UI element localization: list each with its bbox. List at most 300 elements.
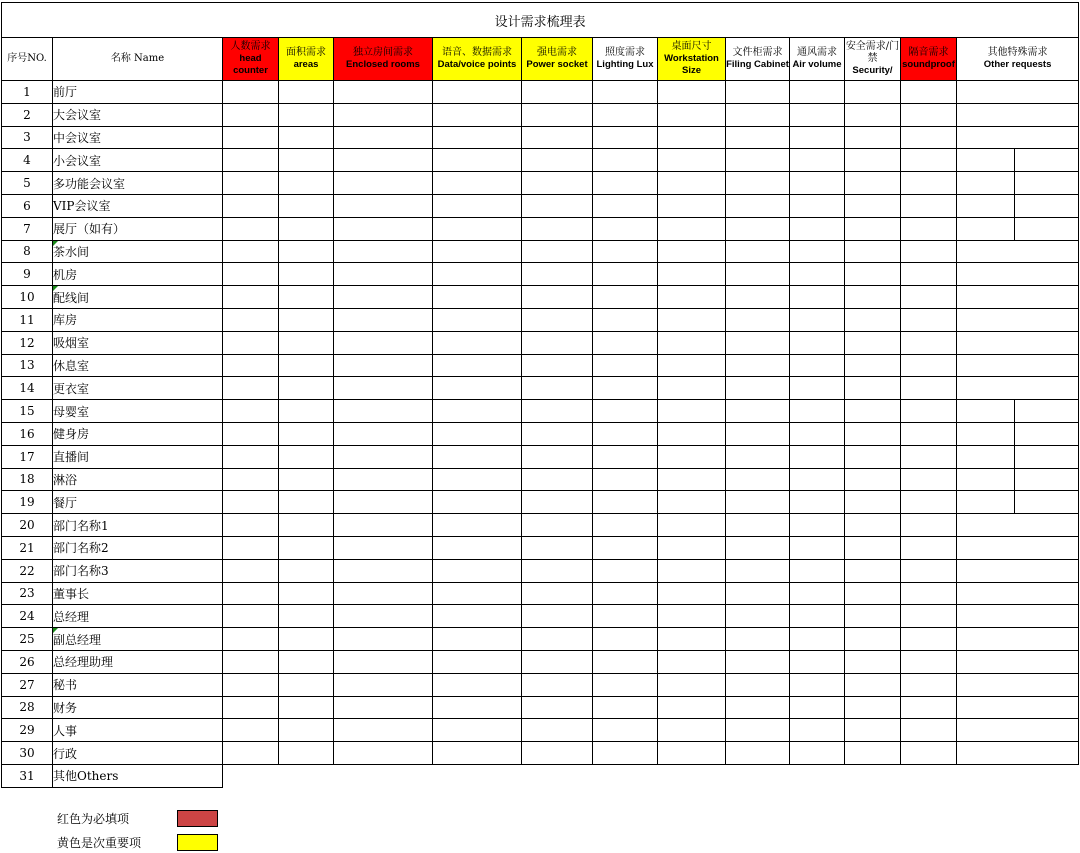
input-cell[interactable] [522, 536, 593, 559]
input-cell[interactable] [433, 582, 522, 605]
input-cell[interactable] [658, 194, 726, 217]
input-cell[interactable] [790, 673, 845, 696]
input-cell[interactable] [790, 331, 845, 354]
input-cell[interactable] [957, 240, 1079, 263]
input-cell[interactable] [957, 514, 1079, 537]
input-cell[interactable] [957, 172, 1079, 195]
input-cell[interactable] [279, 172, 334, 195]
input-cell[interactable] [334, 81, 433, 104]
input-cell[interactable] [334, 650, 433, 673]
input-cell[interactable] [334, 514, 433, 537]
input-cell[interactable] [334, 172, 433, 195]
input-cell[interactable] [593, 377, 658, 400]
input-cell[interactable] [593, 240, 658, 263]
input-cell[interactable] [223, 605, 279, 628]
input-cell[interactable] [334, 126, 433, 149]
input-cell[interactable] [790, 491, 845, 514]
input-cell[interactable] [658, 149, 726, 172]
input-cell[interactable] [790, 149, 845, 172]
input-cell[interactable] [279, 628, 334, 651]
input-cell[interactable] [522, 149, 593, 172]
input-cell[interactable] [901, 582, 957, 605]
input-cell[interactable] [901, 514, 957, 537]
row-name[interactable] [53, 400, 223, 423]
input-cell[interactable] [790, 536, 845, 559]
input-cell[interactable] [790, 650, 845, 673]
input-cell[interactable] [726, 308, 790, 331]
input-cell[interactable] [726, 582, 790, 605]
row-name[interactable] [53, 308, 223, 331]
input-cell[interactable] [334, 536, 433, 559]
input-cell[interactable] [279, 400, 334, 423]
input-cell[interactable] [957, 354, 1079, 377]
row-name[interactable] [53, 172, 223, 195]
row-name[interactable] [53, 354, 223, 377]
input-cell[interactable] [433, 240, 522, 263]
input-cell[interactable] [593, 650, 658, 673]
input-cell[interactable] [901, 81, 957, 104]
input-cell[interactable] [845, 377, 901, 400]
input-cell[interactable] [279, 673, 334, 696]
input-cell[interactable] [522, 696, 593, 719]
input-cell[interactable] [845, 673, 901, 696]
input-cell[interactable] [593, 673, 658, 696]
input-cell[interactable] [279, 81, 334, 104]
input-cell[interactable] [658, 628, 726, 651]
row-name[interactable] [53, 377, 223, 400]
input-cell[interactable] [658, 719, 726, 742]
input-cell[interactable] [334, 240, 433, 263]
input-cell[interactable] [726, 628, 790, 651]
row-name[interactable] [53, 103, 223, 126]
input-cell[interactable] [334, 445, 433, 468]
input-cell[interactable] [845, 582, 901, 605]
input-cell[interactable] [522, 217, 593, 240]
input-cell[interactable] [790, 194, 845, 217]
input-cell[interactable] [726, 194, 790, 217]
input-cell[interactable] [845, 81, 901, 104]
input-cell[interactable] [901, 377, 957, 400]
input-cell[interactable] [279, 719, 334, 742]
input-cell[interactable] [726, 263, 790, 286]
input-cell[interactable] [658, 81, 726, 104]
row-name[interactable] [53, 81, 223, 104]
input-cell[interactable] [522, 81, 593, 104]
input-cell[interactable] [593, 400, 658, 423]
input-cell[interactable] [726, 149, 790, 172]
input-cell[interactable] [901, 696, 957, 719]
input-cell[interactable] [334, 103, 433, 126]
input-cell[interactable] [279, 194, 334, 217]
input-cell[interactable] [790, 126, 845, 149]
input-cell[interactable] [334, 628, 433, 651]
input-cell[interactable] [658, 263, 726, 286]
input-cell[interactable] [522, 354, 593, 377]
input-cell[interactable] [726, 719, 790, 742]
input-cell[interactable] [726, 422, 790, 445]
input-cell[interactable] [901, 354, 957, 377]
input-cell[interactable] [901, 240, 957, 263]
input-cell[interactable] [223, 514, 279, 537]
input-cell[interactable] [433, 445, 522, 468]
input-cell[interactable] [279, 354, 334, 377]
input-cell[interactable] [790, 582, 845, 605]
input-cell[interactable] [726, 468, 790, 491]
input-cell[interactable] [334, 559, 433, 582]
input-cell[interactable] [223, 263, 279, 286]
input-cell[interactable] [726, 377, 790, 400]
input-cell[interactable] [279, 582, 334, 605]
input-cell[interactable] [279, 742, 334, 765]
row-name[interactable] [53, 764, 223, 787]
input-cell[interactable] [845, 331, 901, 354]
input-cell[interactable] [658, 126, 726, 149]
input-cell[interactable] [957, 149, 1079, 172]
input-cell[interactable] [593, 696, 658, 719]
input-cell[interactable] [790, 445, 845, 468]
input-cell[interactable] [901, 536, 957, 559]
input-cell[interactable] [658, 468, 726, 491]
input-cell[interactable] [522, 491, 593, 514]
input-cell[interactable] [433, 172, 522, 195]
input-cell[interactable] [433, 81, 522, 104]
input-cell[interactable] [522, 468, 593, 491]
input-cell[interactable] [433, 491, 522, 514]
input-cell[interactable] [901, 650, 957, 673]
input-cell[interactable] [433, 149, 522, 172]
input-cell[interactable] [433, 331, 522, 354]
input-cell[interactable] [223, 308, 279, 331]
input-cell[interactable] [593, 354, 658, 377]
input-cell[interactable] [223, 468, 279, 491]
row-name[interactable] [53, 742, 223, 765]
input-cell[interactable] [522, 400, 593, 423]
row-name[interactable] [53, 194, 223, 217]
input-cell[interactable] [593, 559, 658, 582]
input-cell[interactable] [433, 536, 522, 559]
input-cell[interactable] [522, 103, 593, 126]
input-cell[interactable] [658, 331, 726, 354]
input-cell[interactable] [223, 286, 279, 309]
input-cell[interactable] [223, 491, 279, 514]
input-cell[interactable] [901, 491, 957, 514]
input-cell[interactable] [522, 650, 593, 673]
input-cell[interactable] [658, 240, 726, 263]
row-name[interactable] [53, 126, 223, 149]
input-cell[interactable] [658, 308, 726, 331]
input-cell[interactable] [279, 514, 334, 537]
input-cell[interactable] [790, 354, 845, 377]
input-cell[interactable] [726, 331, 790, 354]
input-cell[interactable] [223, 217, 279, 240]
input-cell[interactable] [957, 445, 1079, 468]
input-cell[interactable] [845, 400, 901, 423]
input-cell[interactable] [334, 354, 433, 377]
input-cell[interactable] [957, 422, 1079, 445]
input-cell[interactable] [658, 103, 726, 126]
row-name[interactable] [53, 331, 223, 354]
row-name[interactable] [53, 468, 223, 491]
input-cell[interactable] [593, 719, 658, 742]
input-cell[interactable] [790, 172, 845, 195]
input-cell[interactable] [658, 422, 726, 445]
input-cell[interactable] [726, 354, 790, 377]
input-cell[interactable] [522, 240, 593, 263]
input-cell[interactable] [334, 331, 433, 354]
input-cell[interactable] [593, 81, 658, 104]
input-cell[interactable] [522, 194, 593, 217]
input-cell[interactable] [223, 81, 279, 104]
input-cell[interactable] [845, 719, 901, 742]
input-cell[interactable] [901, 286, 957, 309]
input-cell[interactable] [433, 308, 522, 331]
input-cell[interactable] [522, 559, 593, 582]
input-cell[interactable] [726, 514, 790, 537]
input-cell[interactable] [223, 422, 279, 445]
input-cell[interactable] [901, 149, 957, 172]
input-cell[interactable] [790, 514, 845, 537]
row-name[interactable] [53, 286, 223, 309]
input-cell[interactable] [522, 719, 593, 742]
input-cell[interactable] [334, 308, 433, 331]
input-cell[interactable] [845, 650, 901, 673]
input-cell[interactable] [223, 445, 279, 468]
input-cell[interactable] [957, 194, 1079, 217]
input-cell[interactable] [223, 331, 279, 354]
input-cell[interactable] [433, 468, 522, 491]
input-cell[interactable] [279, 605, 334, 628]
input-cell[interactable] [790, 468, 845, 491]
input-cell[interactable] [790, 81, 845, 104]
input-cell[interactable] [726, 650, 790, 673]
input-cell[interactable] [957, 582, 1079, 605]
input-cell[interactable] [433, 696, 522, 719]
input-cell[interactable] [522, 377, 593, 400]
input-cell[interactable] [658, 514, 726, 537]
input-cell[interactable] [433, 354, 522, 377]
input-cell[interactable] [845, 742, 901, 765]
input-cell[interactable] [901, 263, 957, 286]
input-cell[interactable] [279, 149, 334, 172]
input-cell[interactable] [957, 491, 1079, 514]
input-cell[interactable] [522, 263, 593, 286]
input-cell[interactable] [279, 536, 334, 559]
row-name[interactable] [53, 628, 223, 651]
input-cell[interactable] [726, 240, 790, 263]
input-cell[interactable] [522, 742, 593, 765]
input-cell[interactable] [522, 422, 593, 445]
input-cell[interactable] [845, 308, 901, 331]
input-cell[interactable] [593, 605, 658, 628]
input-cell[interactable] [593, 331, 658, 354]
input-cell[interactable] [522, 286, 593, 309]
input-cell[interactable] [334, 742, 433, 765]
input-cell[interactable] [957, 468, 1079, 491]
input-cell[interactable] [279, 240, 334, 263]
input-cell[interactable] [279, 468, 334, 491]
input-cell[interactable] [957, 696, 1079, 719]
input-cell[interactable] [845, 536, 901, 559]
input-cell[interactable] [658, 400, 726, 423]
input-cell[interactable] [790, 377, 845, 400]
input-cell[interactable] [658, 650, 726, 673]
input-cell[interactable] [726, 400, 790, 423]
input-cell[interactable] [593, 468, 658, 491]
input-cell[interactable] [223, 149, 279, 172]
input-cell[interactable] [522, 605, 593, 628]
input-cell[interactable] [433, 377, 522, 400]
input-cell[interactable] [223, 172, 279, 195]
input-cell[interactable] [279, 696, 334, 719]
input-cell[interactable] [223, 582, 279, 605]
row-name[interactable] [53, 536, 223, 559]
input-cell[interactable] [433, 400, 522, 423]
input-cell[interactable] [957, 103, 1079, 126]
input-cell[interactable] [726, 81, 790, 104]
row-name[interactable] [53, 445, 223, 468]
input-cell[interactable] [658, 491, 726, 514]
input-cell[interactable] [790, 719, 845, 742]
input-cell[interactable] [433, 422, 522, 445]
input-cell[interactable] [901, 331, 957, 354]
input-cell[interactable] [334, 400, 433, 423]
input-cell[interactable] [593, 742, 658, 765]
input-cell[interactable] [845, 605, 901, 628]
input-cell[interactable] [279, 103, 334, 126]
input-cell[interactable] [593, 217, 658, 240]
input-cell[interactable] [223, 377, 279, 400]
input-cell[interactable] [790, 263, 845, 286]
input-cell[interactable] [593, 582, 658, 605]
row-name[interactable] [53, 719, 223, 742]
input-cell[interactable] [845, 103, 901, 126]
row-name[interactable] [53, 422, 223, 445]
input-cell[interactable] [726, 559, 790, 582]
input-cell[interactable] [658, 605, 726, 628]
input-cell[interactable] [726, 286, 790, 309]
input-cell[interactable] [223, 673, 279, 696]
input-cell[interactable] [334, 149, 433, 172]
input-cell[interactable] [593, 286, 658, 309]
input-cell[interactable] [901, 673, 957, 696]
input-cell[interactable] [433, 719, 522, 742]
input-cell[interactable] [957, 217, 1079, 240]
input-cell[interactable] [658, 377, 726, 400]
input-cell[interactable] [901, 308, 957, 331]
input-cell[interactable] [658, 582, 726, 605]
input-cell[interactable] [790, 628, 845, 651]
input-cell[interactable] [658, 536, 726, 559]
row-name[interactable] [53, 217, 223, 240]
input-cell[interactable] [279, 263, 334, 286]
input-cell[interactable] [658, 217, 726, 240]
input-cell[interactable] [790, 696, 845, 719]
input-cell[interactable] [726, 536, 790, 559]
input-cell[interactable] [433, 742, 522, 765]
input-cell[interactable] [726, 445, 790, 468]
input-cell[interactable] [433, 673, 522, 696]
input-cell[interactable] [522, 673, 593, 696]
input-cell[interactable] [279, 217, 334, 240]
input-cell[interactable] [522, 445, 593, 468]
input-cell[interactable] [901, 103, 957, 126]
input-cell[interactable] [433, 103, 522, 126]
input-cell[interactable] [593, 422, 658, 445]
input-cell[interactable] [957, 719, 1079, 742]
input-cell[interactable] [901, 172, 957, 195]
input-cell[interactable] [279, 422, 334, 445]
input-cell[interactable] [901, 628, 957, 651]
input-cell[interactable] [279, 377, 334, 400]
input-cell[interactable] [593, 445, 658, 468]
input-cell[interactable] [279, 331, 334, 354]
input-cell[interactable] [901, 742, 957, 765]
input-cell[interactable] [845, 172, 901, 195]
input-cell[interactable] [223, 742, 279, 765]
input-cell[interactable] [593, 491, 658, 514]
input-cell[interactable] [901, 468, 957, 491]
input-cell[interactable] [433, 559, 522, 582]
input-cell[interactable] [726, 172, 790, 195]
input-cell[interactable] [433, 650, 522, 673]
input-cell[interactable] [957, 286, 1079, 309]
input-cell[interactable] [433, 514, 522, 537]
input-cell[interactable] [334, 263, 433, 286]
input-cell[interactable] [223, 400, 279, 423]
input-cell[interactable] [279, 126, 334, 149]
row-name[interactable] [53, 149, 223, 172]
input-cell[interactable] [223, 628, 279, 651]
input-cell[interactable] [845, 559, 901, 582]
input-cell[interactable] [334, 422, 433, 445]
input-cell[interactable] [790, 240, 845, 263]
input-cell[interactable] [279, 559, 334, 582]
input-cell[interactable] [845, 286, 901, 309]
row-name[interactable] [53, 582, 223, 605]
input-cell[interactable] [279, 650, 334, 673]
input-cell[interactable] [957, 742, 1079, 765]
input-cell[interactable] [726, 673, 790, 696]
input-cell[interactable] [957, 377, 1079, 400]
input-cell[interactable] [957, 536, 1079, 559]
input-cell[interactable] [845, 263, 901, 286]
input-cell[interactable] [433, 605, 522, 628]
input-cell[interactable] [279, 286, 334, 309]
input-cell[interactable] [901, 217, 957, 240]
input-cell[interactable] [593, 126, 658, 149]
input-cell[interactable] [433, 217, 522, 240]
input-cell[interactable] [658, 696, 726, 719]
input-cell[interactable] [901, 719, 957, 742]
input-cell[interactable] [658, 559, 726, 582]
input-cell[interactable] [593, 194, 658, 217]
input-cell[interactable] [790, 605, 845, 628]
input-cell[interactable] [790, 286, 845, 309]
input-cell[interactable] [658, 742, 726, 765]
input-cell[interactable] [845, 354, 901, 377]
input-cell[interactable] [593, 628, 658, 651]
input-cell[interactable] [334, 468, 433, 491]
input-cell[interactable] [334, 582, 433, 605]
input-cell[interactable] [957, 400, 1079, 423]
input-cell[interactable] [279, 491, 334, 514]
input-cell[interactable] [726, 103, 790, 126]
input-cell[interactable] [845, 468, 901, 491]
input-cell[interactable] [522, 514, 593, 537]
input-cell[interactable] [845, 445, 901, 468]
input-cell[interactable] [593, 308, 658, 331]
input-cell[interactable] [658, 673, 726, 696]
